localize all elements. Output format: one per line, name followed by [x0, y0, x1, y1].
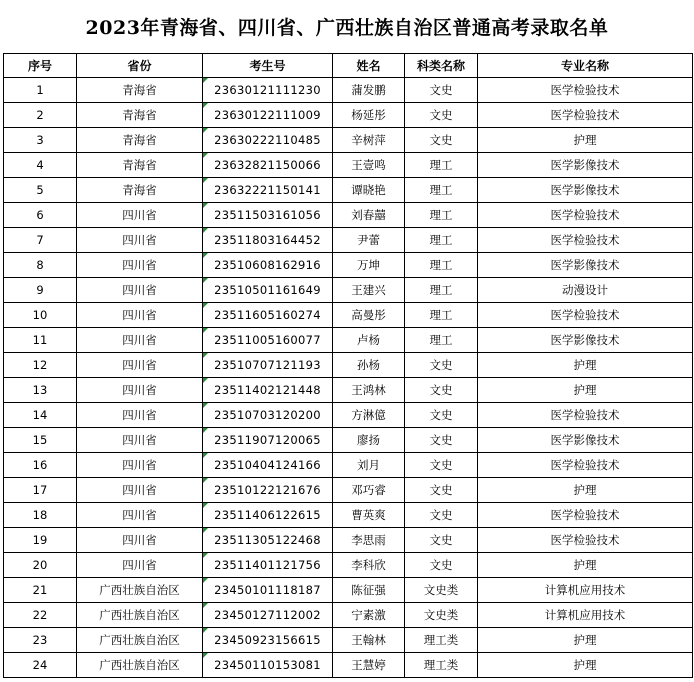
cell-province: 四川省: [77, 353, 203, 378]
cell-major: 护理: [478, 378, 693, 403]
cell-major: 医学检验技术: [478, 453, 693, 478]
cell-exam-number: 23510707121193: [203, 353, 333, 378]
cell-name: 李思雨: [333, 528, 405, 553]
table-row: [4, 478, 693, 503]
cell-serial: 16: [4, 453, 77, 478]
cell-category: 理工: [405, 253, 478, 278]
cell-major: 计算机应用技术: [478, 603, 693, 628]
header-serial: 序号: [4, 54, 77, 78]
cell-name: 高曼彤: [333, 303, 405, 328]
cell-major: 护理: [478, 628, 693, 653]
cell-major: 计算机应用技术: [478, 578, 693, 603]
table-row: [4, 328, 693, 353]
cell-major: 医学检验技术: [478, 203, 693, 228]
cell-major: 医学检验技术: [478, 303, 693, 328]
table-row: [4, 303, 693, 328]
cell-province: 四川省: [77, 403, 203, 428]
document-title: 2023年青海省、四川省、广西壮族自治区普通高考录取名单: [85, 16, 609, 39]
cell-category: 文史: [405, 453, 478, 478]
cell-name: 王鸿林: [333, 378, 405, 403]
cell-name: 方淋億: [333, 403, 405, 428]
cell-exam-number: 23511605160274: [203, 303, 333, 328]
cell-serial: 9: [4, 278, 77, 303]
cell-serial: 8: [4, 253, 77, 278]
cell-name: 刘春囍: [333, 203, 405, 228]
admission-table: [3, 53, 693, 678]
cell-category: 理工: [405, 278, 478, 303]
cell-name: 曹英爽: [333, 503, 405, 528]
cell-name: 王翰林: [333, 628, 405, 653]
cell-exam-number: 23511305122468: [203, 528, 333, 553]
cell-category: 文史: [405, 503, 478, 528]
cell-name: 刘月: [333, 453, 405, 478]
cell-province: 广西壮族自治区: [77, 578, 203, 603]
header-province: 省份: [77, 54, 203, 78]
cell-province: 四川省: [77, 328, 203, 353]
cell-exam-number: 23511803164452: [203, 228, 333, 253]
cell-category: 文史类: [405, 603, 478, 628]
cell-category: 文史: [405, 428, 478, 453]
cell-serial: 15: [4, 428, 77, 453]
cell-serial: 7: [4, 228, 77, 253]
table-row: [4, 528, 693, 553]
table-row: [4, 178, 693, 203]
cell-name: 辛树萍: [333, 128, 405, 153]
cell-name: 宁素激: [333, 603, 405, 628]
table-row: [4, 153, 693, 178]
cell-category: 理工类: [405, 653, 478, 678]
header-category: 科类名称: [405, 54, 478, 78]
cell-category: 文史类: [405, 578, 478, 603]
cell-province: 广西壮族自治区: [77, 628, 203, 653]
cell-serial: 1: [4, 78, 77, 103]
cell-exam-number: 23511401121756: [203, 553, 333, 578]
cell-serial: 18: [4, 503, 77, 528]
cell-serial: 5: [4, 178, 77, 203]
cell-exam-number: 23450110153081: [203, 653, 333, 678]
cell-province: 青海省: [77, 178, 203, 203]
table-header-row: [4, 54, 693, 78]
cell-exam-number: 23450923156615: [203, 628, 333, 653]
cell-serial: 22: [4, 603, 77, 628]
table-row: [4, 353, 693, 378]
cell-major: 医学影像技术: [478, 153, 693, 178]
cell-category: 理工: [405, 303, 478, 328]
cell-category: 文史: [405, 353, 478, 378]
cell-serial: 21: [4, 578, 77, 603]
cell-serial: 3: [4, 128, 77, 153]
cell-serial: 19: [4, 528, 77, 553]
cell-category: 理工: [405, 153, 478, 178]
cell-exam-number: 23450101118187: [203, 578, 333, 603]
cell-name: 蒲发鹏: [333, 78, 405, 103]
cell-exam-number: 23510122121676: [203, 478, 333, 503]
cell-name: 王建兴: [333, 278, 405, 303]
cell-exam-number: 23632221150141: [203, 178, 333, 203]
cell-name: 陈征强: [333, 578, 405, 603]
table-row: [4, 278, 693, 303]
table-row: [4, 653, 693, 678]
table-row: [4, 103, 693, 128]
cell-name: 孙杨: [333, 353, 405, 378]
table-row: [4, 628, 693, 653]
cell-name: 杨延彤: [333, 103, 405, 128]
cell-exam-number: 23510608162916: [203, 253, 333, 278]
cell-exam-number: 23450127112002: [203, 603, 333, 628]
cell-name: 王壹鸣: [333, 153, 405, 178]
cell-province: 四川省: [77, 503, 203, 528]
cell-major: 医学检验技术: [478, 78, 693, 103]
cell-serial: 12: [4, 353, 77, 378]
cell-name: 王慧婷: [333, 653, 405, 678]
cell-category: 文史: [405, 528, 478, 553]
cell-major: 医学影像技术: [478, 253, 693, 278]
cell-exam-number: 23630121111230: [203, 78, 333, 103]
cell-exam-number: 23510501161649: [203, 278, 333, 303]
cell-serial: 20: [4, 553, 77, 578]
cell-exam-number: 23630122111009: [203, 103, 333, 128]
cell-category: 文史: [405, 478, 478, 503]
cell-serial: 14: [4, 403, 77, 428]
cell-province: 青海省: [77, 153, 203, 178]
cell-category: 文史: [405, 403, 478, 428]
cell-major: 护理: [478, 653, 693, 678]
cell-major: 医学影像技术: [478, 428, 693, 453]
cell-province: 四川省: [77, 253, 203, 278]
cell-category: 文史: [405, 78, 478, 103]
cell-exam-number: 23511503161056: [203, 203, 333, 228]
cell-province: 青海省: [77, 128, 203, 153]
cell-province: 青海省: [77, 78, 203, 103]
table-row: [4, 578, 693, 603]
cell-category: 文史: [405, 128, 478, 153]
cell-category: 文史: [405, 103, 478, 128]
cell-province: 四川省: [77, 478, 203, 503]
cell-major: 动漫设计: [478, 278, 693, 303]
cell-category: 文史: [405, 378, 478, 403]
cell-category: 理工: [405, 203, 478, 228]
cell-exam-number: 23632821150066: [203, 153, 333, 178]
cell-serial: 10: [4, 303, 77, 328]
cell-name: 邓巧睿: [333, 478, 405, 503]
cell-exam-number: 23511907120065: [203, 428, 333, 453]
cell-province: 广西壮族自治区: [77, 603, 203, 628]
cell-serial: 6: [4, 203, 77, 228]
cell-category: 理工类: [405, 628, 478, 653]
cell-serial: 4: [4, 153, 77, 178]
cell-province: 广西壮族自治区: [77, 653, 203, 678]
cell-major: 医学检验技术: [478, 528, 693, 553]
cell-province: 四川省: [77, 203, 203, 228]
cell-exam-number: 23511406122615: [203, 503, 333, 528]
cell-major: 护理: [478, 553, 693, 578]
table-row: [4, 553, 693, 578]
cell-name: 卢杨: [333, 328, 405, 353]
cell-name: 谭晓艳: [333, 178, 405, 203]
cell-major: 医学检验技术: [478, 503, 693, 528]
table-row: [4, 603, 693, 628]
cell-province: 四川省: [77, 553, 203, 578]
table-row: [4, 253, 693, 278]
cell-province: 四川省: [77, 428, 203, 453]
cell-name: 尹蕾: [333, 228, 405, 253]
header-name: 姓名: [333, 54, 405, 78]
cell-major: 医学影像技术: [478, 178, 693, 203]
table-row: [4, 78, 693, 103]
cell-province: 四川省: [77, 303, 203, 328]
cell-category: 理工: [405, 228, 478, 253]
cell-category: 理工: [405, 328, 478, 353]
cell-province: 四川省: [77, 378, 203, 403]
cell-name: 万坤: [333, 253, 405, 278]
cell-major: 医学检验技术: [478, 403, 693, 428]
cell-serial: 13: [4, 378, 77, 403]
cell-major: 医学检验技术: [478, 103, 693, 128]
cell-major: 医学检验技术: [478, 228, 693, 253]
cell-serial: 17: [4, 478, 77, 503]
cell-major: 护理: [478, 128, 693, 153]
table-row: [4, 128, 693, 153]
table-row: [4, 453, 693, 478]
cell-province: 青海省: [77, 103, 203, 128]
cell-exam-number: 23630222110485: [203, 128, 333, 153]
cell-major: 护理: [478, 478, 693, 503]
cell-province: 四川省: [77, 278, 203, 303]
cell-serial: 11: [4, 328, 77, 353]
cell-major: 医学影像技术: [478, 328, 693, 353]
table-row: [4, 228, 693, 253]
cell-exam-number: 23511402121448: [203, 378, 333, 403]
table-row: [4, 428, 693, 453]
cell-serial: 24: [4, 653, 77, 678]
cell-province: 四川省: [77, 453, 203, 478]
cell-major: 护理: [478, 353, 693, 378]
cell-exam-number: 23510703120200: [203, 403, 333, 428]
header-major: 专业名称: [478, 54, 693, 78]
table-row: [4, 203, 693, 228]
cell-exam-number: 23511005160077: [203, 328, 333, 353]
cell-serial: 23: [4, 628, 77, 653]
cell-exam-number: 23510404124166: [203, 453, 333, 478]
header-exam-number: 考生号: [203, 54, 333, 78]
cell-name: 李科欣: [333, 553, 405, 578]
table-row: [4, 403, 693, 428]
table-row: [4, 378, 693, 403]
cell-category: 文史: [405, 553, 478, 578]
table-row: [4, 503, 693, 528]
cell-province: 四川省: [77, 228, 203, 253]
cell-name: 廖扬: [333, 428, 405, 453]
cell-serial: 2: [4, 103, 77, 128]
cell-province: 四川省: [77, 528, 203, 553]
cell-category: 理工: [405, 178, 478, 203]
